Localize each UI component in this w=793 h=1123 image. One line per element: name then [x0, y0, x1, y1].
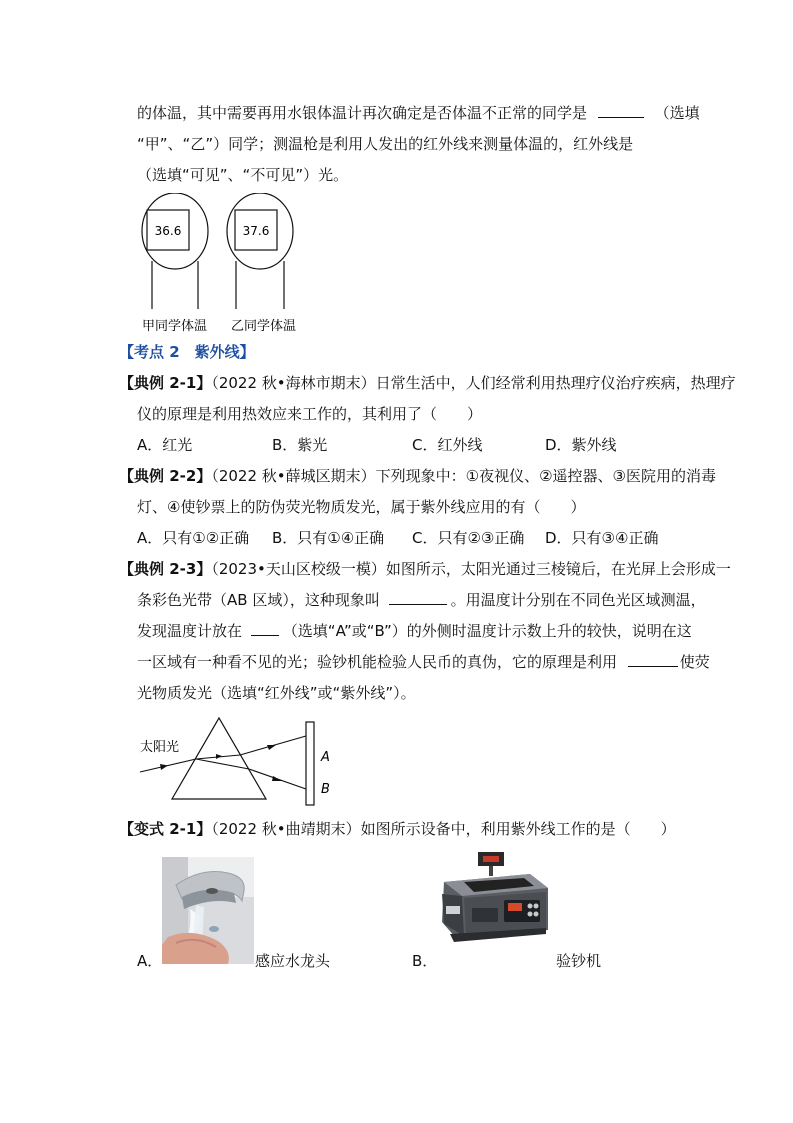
q23-text-2b: 。用温度计分别在不同色光区域测温， [450, 591, 706, 609]
prev-question-text-1b: （选填 [654, 104, 700, 122]
q22-option-a[interactable]: A．只有①②正确 [137, 529, 250, 547]
q22-option-c[interactable]: C．只有②③正确 [412, 529, 525, 547]
thermo-left-label: 甲同学体温 [142, 319, 208, 334]
q21-text-1: （2022 秋•海林市期末）日常生活中，人们经常利用热理疗仪治疗疾病，热理疗 [211, 374, 736, 392]
answer-blank-4[interactable] [628, 652, 678, 667]
q23-text-3a: 发现温度计放在 [137, 622, 243, 640]
var21-option-a-label[interactable]: 感应水龙头 [255, 952, 331, 970]
q23-line-3 [137, 621, 692, 641]
screen-label-a: A [321, 750, 330, 765]
var21-option-b-letter[interactable]: B． [412, 952, 438, 970]
q22-line-2 [137, 497, 585, 517]
money-counter-image[interactable] [434, 848, 552, 948]
var21-option-a-letter[interactable]: A． [137, 952, 163, 970]
prev-question-line-1 [137, 103, 700, 123]
q22-tag: 【典例 2-2】 [119, 467, 212, 485]
q22-option-b[interactable]: B．只有①④正确 [272, 529, 385, 547]
prev-question-text-3: （选填“可见”、“不可见”）光。 [137, 166, 349, 184]
q22-line-1 [119, 466, 716, 486]
thermo-right-label: 乙同学体温 [231, 319, 297, 334]
q21-tag: 【典例 2-1】 [119, 374, 212, 392]
q23-line-2 [137, 590, 706, 610]
section-title: 【考点 2 紫外线】 [119, 343, 255, 361]
prev-question-text-2: “甲”、“乙”）同学；测温枪是利用人发出的红外线来测量体温的，红外线是 [137, 135, 634, 153]
var21-option-b-label[interactable]: 验钞机 [556, 952, 602, 970]
q21-option-b[interactable]: B．紫光 [272, 436, 328, 454]
prev-question-text-1a: 的体温，其中需要再用水银体温计再次确定是否体温不正常的同学是 [137, 104, 588, 122]
q21-text-2: 仪的原理是利用热效应来工作的，其利用了（ ） [137, 405, 483, 423]
prism-figure [136, 710, 346, 810]
answer-blank-3[interactable] [251, 621, 279, 636]
q22-text-1: （2022 秋•薛城区期末）下列现象中：①夜视仪、②遥控器、③医院用的消毒 [211, 467, 716, 485]
prev-question-line-3 [137, 165, 348, 185]
var21-tag: 【变式 2-1】 [119, 820, 212, 838]
q21-option-a[interactable]: A．红光 [137, 436, 193, 454]
q23-text-4b: 使荧 [679, 653, 710, 671]
q21-option-c[interactable]: C．红外线 [412, 436, 483, 454]
q21-line-1 [119, 373, 736, 393]
answer-blank-2[interactable] [389, 590, 447, 605]
inner-ray-bottom [196, 759, 249, 769]
thermo-right-value: 37.6 [242, 224, 270, 238]
q21-option-d[interactable]: D．紫外线 [545, 436, 617, 454]
var21-text-1: （2022 秋•曲靖期末）如图所示设备中，利用紫外线工作的是（ ） [211, 820, 676, 838]
q23-text-4a: 一区域有一种看不见的光；验钞机能检验人民币的真伪，它的原理是利用 [137, 653, 618, 671]
light-screen [306, 722, 314, 805]
sensor-faucet-image[interactable] [162, 857, 254, 964]
q21-line-2 [137, 404, 482, 424]
answer-blank-1[interactable] [598, 103, 644, 118]
q23-line-5 [137, 683, 416, 703]
q22-text-2: 灯、④使钞票上的防伪荧光物质发光，属于紫外线应用的有（ ） [137, 498, 586, 516]
q23-line-1 [119, 559, 731, 579]
q23-text-1: （2023•天山区校级一模）如图所示，太阳光通过三棱镜后，在光屏上会形成一 [211, 560, 731, 578]
q23-text-5: 光物质发光（选填“红外线”或“紫外线”）。 [137, 684, 416, 702]
sunlight-label: 太阳光 [140, 740, 180, 755]
prism-triangle [172, 718, 266, 799]
screen-label-b: B [321, 782, 330, 797]
thermometer-figure [130, 193, 310, 341]
q23-tag: 【典例 2-3】 [119, 560, 212, 578]
prev-question-line-2 [137, 134, 633, 154]
q23-line-4 [137, 652, 710, 672]
q22-option-d[interactable]: D．只有③④正确 [545, 529, 659, 547]
thermo-left-value: 36.6 [154, 224, 182, 238]
q23-text-2a: 条彩色光带（AB 区域），这种现象叫 [137, 591, 380, 609]
var21-line-1 [119, 819, 676, 839]
q23-text-3b: （选填“A”或“B”）的外侧时温度计示数上升的较快，说明在这 [282, 622, 692, 640]
